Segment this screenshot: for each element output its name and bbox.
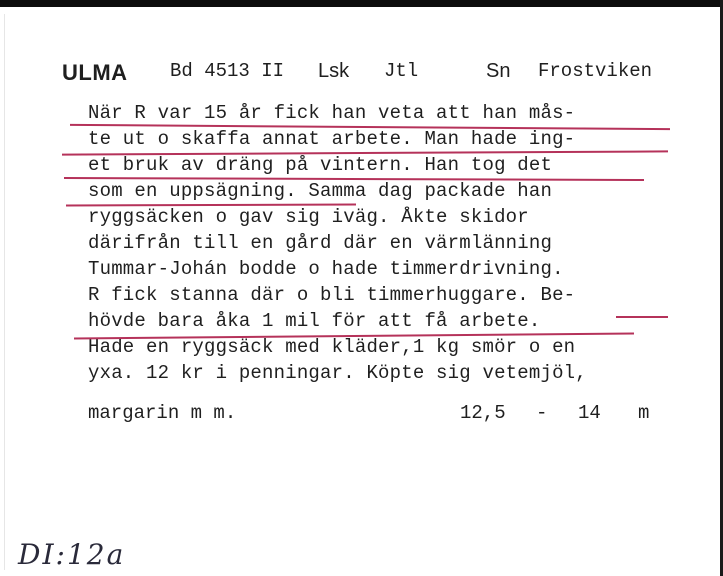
scan-top-edge [0,0,723,7]
text-line: hövde bara åka 1 mil för att få arbete. [88,310,541,332]
text-line: Tummar-Johán bodde o hade timmerdrivning. [88,258,564,280]
province-value: Jtl [384,60,419,82]
text-line: När R var 15 år fick han veta att han mås- [88,102,576,124]
parish-value: Frostviken [538,60,653,82]
text-line: yxa. 12 kr i penningar. Köpte sig vetemjöl, [88,362,587,384]
archive-title: ULMA [62,60,128,85]
range-to: 14 [578,402,601,424]
range-dash: - [536,402,548,424]
range-unit: m [638,402,650,424]
range-from: 12,5 [460,402,506,424]
text-line: et bruk av dräng på vintern. Han tog det [88,154,553,176]
text-line: som en uppsägning. Samma dag packade han [88,180,553,202]
handwritten-archive-signature: DI:12a [18,538,126,571]
final-line-text: margarin m m. [88,402,237,424]
parish-label: Sn [486,60,511,82]
text-line: ryggsäcken o gav sig iväg. Åkte skidor [88,206,529,228]
text-line: Hade en ryggsäck med kläder,1 kg smör o en [88,336,576,358]
text-line: te ut o skaffa annat arbete. Man hade ing- [88,128,576,150]
card-header [62,60,702,94]
text-line: därifrån till en gård där en värmlänning [88,232,553,254]
card-body-text [88,100,688,386]
province-label: Lsk [318,60,350,82]
text-line: R fick stanna där o bli timmerhuggare. Be- [88,284,576,306]
record-reference: Bd 4513 II [170,60,285,82]
final-line [88,400,688,426]
underline-mark [616,316,668,318]
